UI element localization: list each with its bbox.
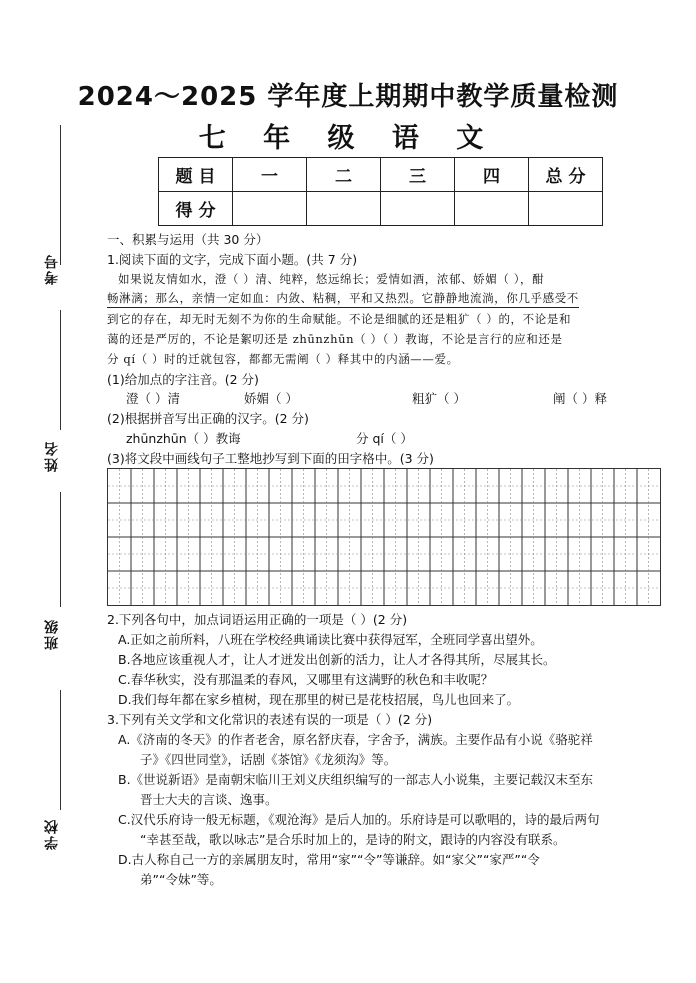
exam-title: 2024～2025 学年度上期期中教学质量检测 bbox=[77, 82, 619, 112]
passage-line-underlined: 畅淋漓；那么，亲情一定如血：内敛、粘稠，平和又热烈。它静静地流淌，你几乎感受不 bbox=[107, 290, 579, 308]
pinyin-item: 阐（ ）释 bbox=[553, 391, 607, 406]
q3-option-a: A.《济南的冬天》的作者老舍，原名舒庆春，字舍予，满族。主要作品有小说《骆驼祥 bbox=[118, 732, 593, 747]
score-header-row bbox=[159, 158, 603, 192]
score-header-cell: 题 目 bbox=[159, 158, 233, 192]
subquestion-3: (3)将文段中画线句子工整地抄写到下面的田字格中。(3 分) bbox=[107, 451, 434, 466]
question-2: 2.下列各句中，加点词语运用正确的一项是（ ）(2 分) bbox=[107, 612, 408, 627]
passage-line: 到它的存在，却无时无刻不为你的生命赋能。不论是细腻的还是粗犷（ ）的，不论是和 bbox=[107, 312, 572, 326]
passage-line: 如果说友情如水，澄（ ）清、纯粹，悠远绵长；爱情如酒，浓郁、娇媚（ ），酣 bbox=[118, 272, 545, 286]
pinyin-item: 娇媚（ ） bbox=[244, 391, 298, 406]
passage-line: 分 qí（ ）时的迁就包容，都都无需阐（ ）释其中的内涵——爱。 bbox=[107, 352, 459, 366]
subquestion-2: (2)根据拼音写出正确的汉字。(2 分) bbox=[107, 411, 309, 426]
q3-option-b: B.《世说新语》是南朝宋临川王刘义庆组织编写的一部志人小说集，主要记载汉末至东 bbox=[118, 772, 594, 787]
score-header-cell: 二 bbox=[307, 158, 381, 192]
school-label: 学校 bbox=[44, 818, 60, 850]
q3-option-a-cont: 子》《四世同堂》，话剧《茶馆》《龙须沟》等。 bbox=[140, 752, 397, 767]
score-header-cell: 三 bbox=[381, 158, 455, 192]
section-heading: 一、积累与运用（共 30 分） bbox=[107, 232, 269, 247]
passage-line: 蔼的还是严厉的，不论是絮叨还是 zhūnzhūn（ ）（ ）教诲，不论是言行的应和还是 bbox=[107, 332, 563, 346]
score-cell[interactable] bbox=[233, 192, 307, 226]
exam-subtitle: 七 年 级 语 文 bbox=[198, 123, 498, 154]
hanzi-item: zhūnzhūn（ ）教诲 bbox=[126, 431, 241, 446]
question-3: 3.下列有关文学和文化常识的表述有误的一项是（ ）(2 分) bbox=[107, 712, 433, 727]
score-cell[interactable] bbox=[381, 192, 455, 226]
class-label: 班级 bbox=[44, 618, 60, 650]
q3-option-c-cont: “幸甚至哉，歌以咏志”是合乐时加上的，是诗的附文，跟诗的内容没有联系。 bbox=[140, 832, 566, 847]
hanzi-item: 分 qí（ ） bbox=[356, 431, 413, 446]
q2-option-a: A.正如之前所料，八班在学校经典诵读比赛中获得冠军，全班同学喜出望外。 bbox=[118, 632, 543, 647]
side-line bbox=[60, 690, 61, 810]
side-line bbox=[60, 310, 61, 430]
q3-option-d: D.古人称自己一方的亲属朋友时，常用“家”“令”等谦辞。如“家父”“家严”“令 bbox=[118, 852, 540, 867]
pinyin-item: 澄（ ）清 bbox=[126, 391, 180, 406]
side-line bbox=[60, 492, 61, 607]
q2-option-d: D.我们每年都在家乡植树，现在那里的树已是花枝招展，鸟儿也回来了。 bbox=[118, 692, 520, 707]
pinyin-item: 粗犷（ ） bbox=[412, 391, 466, 406]
score-header-cell: 一 bbox=[233, 158, 307, 192]
score-entry-row bbox=[159, 192, 603, 226]
tianzige-grid[interactable] bbox=[107, 468, 661, 606]
score-header-cell: 总 分 bbox=[529, 158, 603, 192]
q2-option-c: C.春华秋实，没有那温柔的春风，又哪里有这满野的秋色和丰收呢？ bbox=[118, 672, 494, 687]
q3-option-c: C.汉代乐府诗一般无标题，《观沧海》是后人加的。乐府诗是可以歌唱的，诗的最后两句 bbox=[118, 812, 600, 827]
subquestion-1: (1)给加点的字注音。(2 分) bbox=[107, 372, 259, 387]
exam-no-label: 考号 bbox=[44, 253, 60, 285]
question-1-intro: 1.阅读下面的文字，完成下面小题。(共 7 分) bbox=[107, 252, 358, 267]
name-label: 姓名 bbox=[44, 440, 60, 472]
q3-option-b-cont: 晋士大夫的言谈、逸事。 bbox=[140, 792, 278, 807]
score-row-label: 得 分 bbox=[159, 192, 233, 226]
score-table bbox=[158, 157, 603, 226]
score-cell[interactable] bbox=[529, 192, 603, 226]
q3-option-d-cont: 弟”“令妹”等。 bbox=[140, 872, 222, 887]
score-cell[interactable] bbox=[307, 192, 381, 226]
score-cell[interactable] bbox=[455, 192, 529, 226]
q2-option-b: B.各地应该重视人才，让人才迸发出创新的活力，让人才各得其所，尽展其长。 bbox=[118, 652, 556, 667]
score-header-cell: 四 bbox=[455, 158, 529, 192]
